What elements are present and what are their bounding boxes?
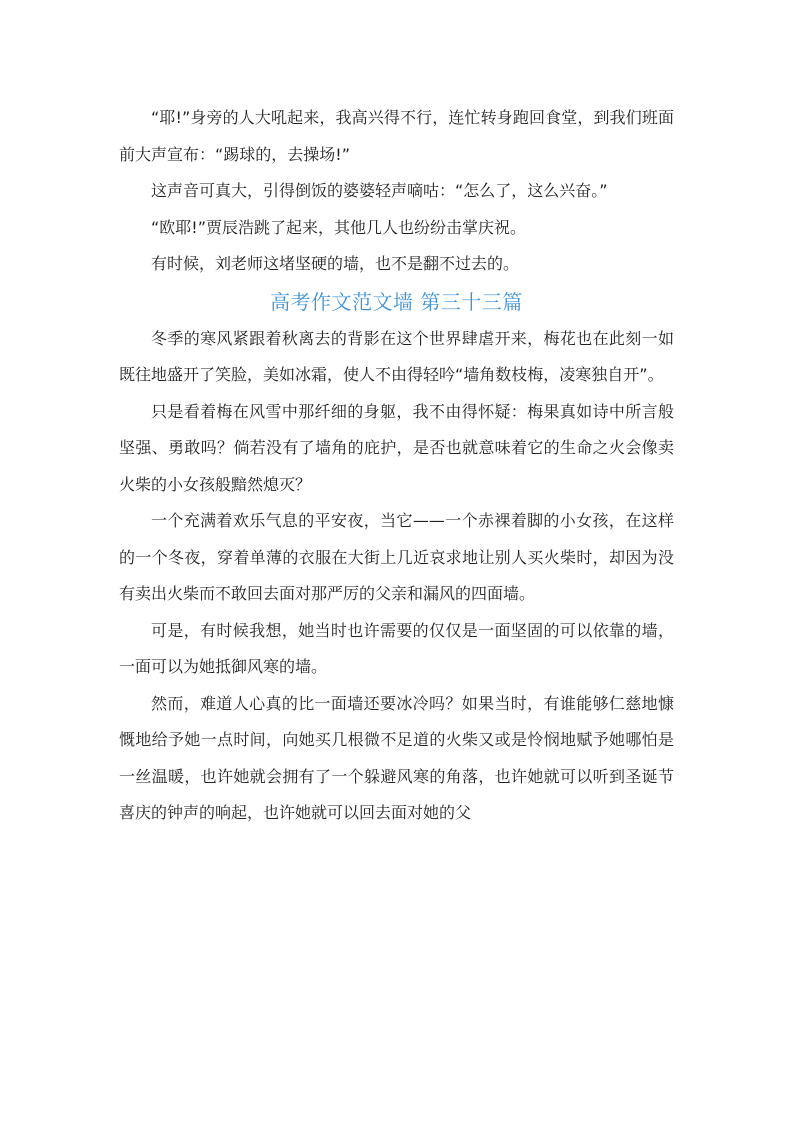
- paragraph: 这声音可真大，引得倒饭的婆婆轻声嘀咕：“怎么了，这么兴奋。”: [151, 181, 608, 200]
- paragraph: “耶!”身旁的人大吼起来，我高兴得不行，连忙转身跑回食堂，到我们班面前大声宣布：“踢球的，去操场!”: [119, 108, 674, 164]
- paragraph: 有时候，刘老师这堵坚硬的墙，也不是翻不过去的。: [151, 254, 520, 273]
- paragraph: 只是看着梅在风雪中那纤细的身躯，我不由得怀疑：梅果真如诗中所言般坚强、勇敢吗？倘若没有了墙角的庇护，是否也就意味着它的生命之火会像卖火柴的小女孩般黯然熄灭？: [119, 401, 674, 494]
- paragraph: 可是，有时候我想，她当时也许需要的仅仅是一面坚固的可以依靠的墙，一面可以为她抵御风寒的墙。: [119, 620, 674, 676]
- paragraph: 冬季的寒风紧跟着秋离去的背影在这个世界肆虐开来，梅花也在此刻一如既往地盛开了笑脸，美如冰霜，使人不由得轻吟“墙角数枝梅，凌寒独自开”。: [119, 328, 674, 384]
- paragraph: 然而，难道人心真的比一面墙还要冰冷吗？如果当时，有谁能够仁慈地慷慨地给予她一点时间，向她买几根微不足道的火柴又或是怜悯地赋予她哪怕是一丝温暖，也许她就会拥有了一个躲避风寒的角落，也许她就可以听到圣诞节喜庆的钟声的响起，也许她就可以回去面对她的父: [119, 693, 674, 822]
- section-heading: 高考作文范文墙 第三十三篇: [270, 289, 523, 314]
- paragraph: “欧耶!”贾辰浩跳了起来，其他几人也纷纷击掌庆祝。: [151, 217, 526, 237]
- paragraph: 一个充满着欢乐气息的平安夜，当它——一个赤裸着脚的小女孩，在这样的一个冬夜，穿着单薄的衣服在大街上几近哀求地让别人买火柴时，却因为没有卖出火柴而不敢回去面对那严厉的父亲和漏风的四面墙。: [119, 511, 674, 603]
- document-body: [119, 100, 674, 832]
